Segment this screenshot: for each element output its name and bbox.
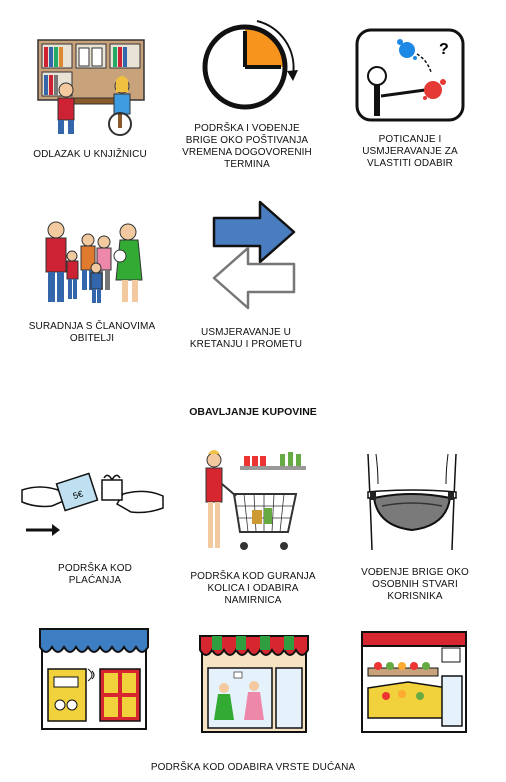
payment-icon <box>20 460 165 540</box>
choice-caption: POTICANJE I USMJERAVANJE ZA VLASTITI ODABIR <box>362 134 458 169</box>
arrows-caption: USMJERAVANJE U KRETANJU I PROMETU <box>189 327 303 350</box>
section-heading: OBAVLJANJE KUPOVINE <box>189 406 317 418</box>
library-icon <box>36 38 146 138</box>
shopping-cart-caption: PODRŠKA KOD GURANJA KOLICA I ODABIRA NAMIRNICA <box>190 571 316 606</box>
waist-bag-caption: VOĐENJE BRIGE OKO OSOBNIH STVARI KORISNIKA <box>361 567 469 602</box>
shopping-cart-icon <box>196 448 308 556</box>
family-caption: SURADNJA S ČLANOVIMA OBITELJI <box>28 321 156 344</box>
svg-text:?: ? <box>439 41 449 58</box>
arrows-icon <box>208 198 300 310</box>
pharmacy-shop-icon <box>38 625 150 731</box>
payment-caption: PODRŠKA KOD PLAĆANJA <box>58 563 132 586</box>
choice-icon <box>355 28 465 123</box>
family-icon <box>40 218 145 306</box>
waist-bag-icon <box>362 452 462 552</box>
library-caption: ODLAZAK U KNJIŽNICU <box>33 149 147 160</box>
footer-caption: PODRŠKA KOD ODABIRA VRSTE DUĆANA <box>150 762 356 773</box>
banknote-label: 5€ <box>71 488 85 502</box>
clothing-shop-icon <box>198 628 310 734</box>
clock-icon <box>195 15 300 120</box>
grocery-shop-icon <box>358 628 470 734</box>
clock-caption: PODRŠKA I VOĐENJE BRIGE OKO POŠTIVANJA VREMENA DOGOVORENIH TERMINA <box>182 123 312 170</box>
